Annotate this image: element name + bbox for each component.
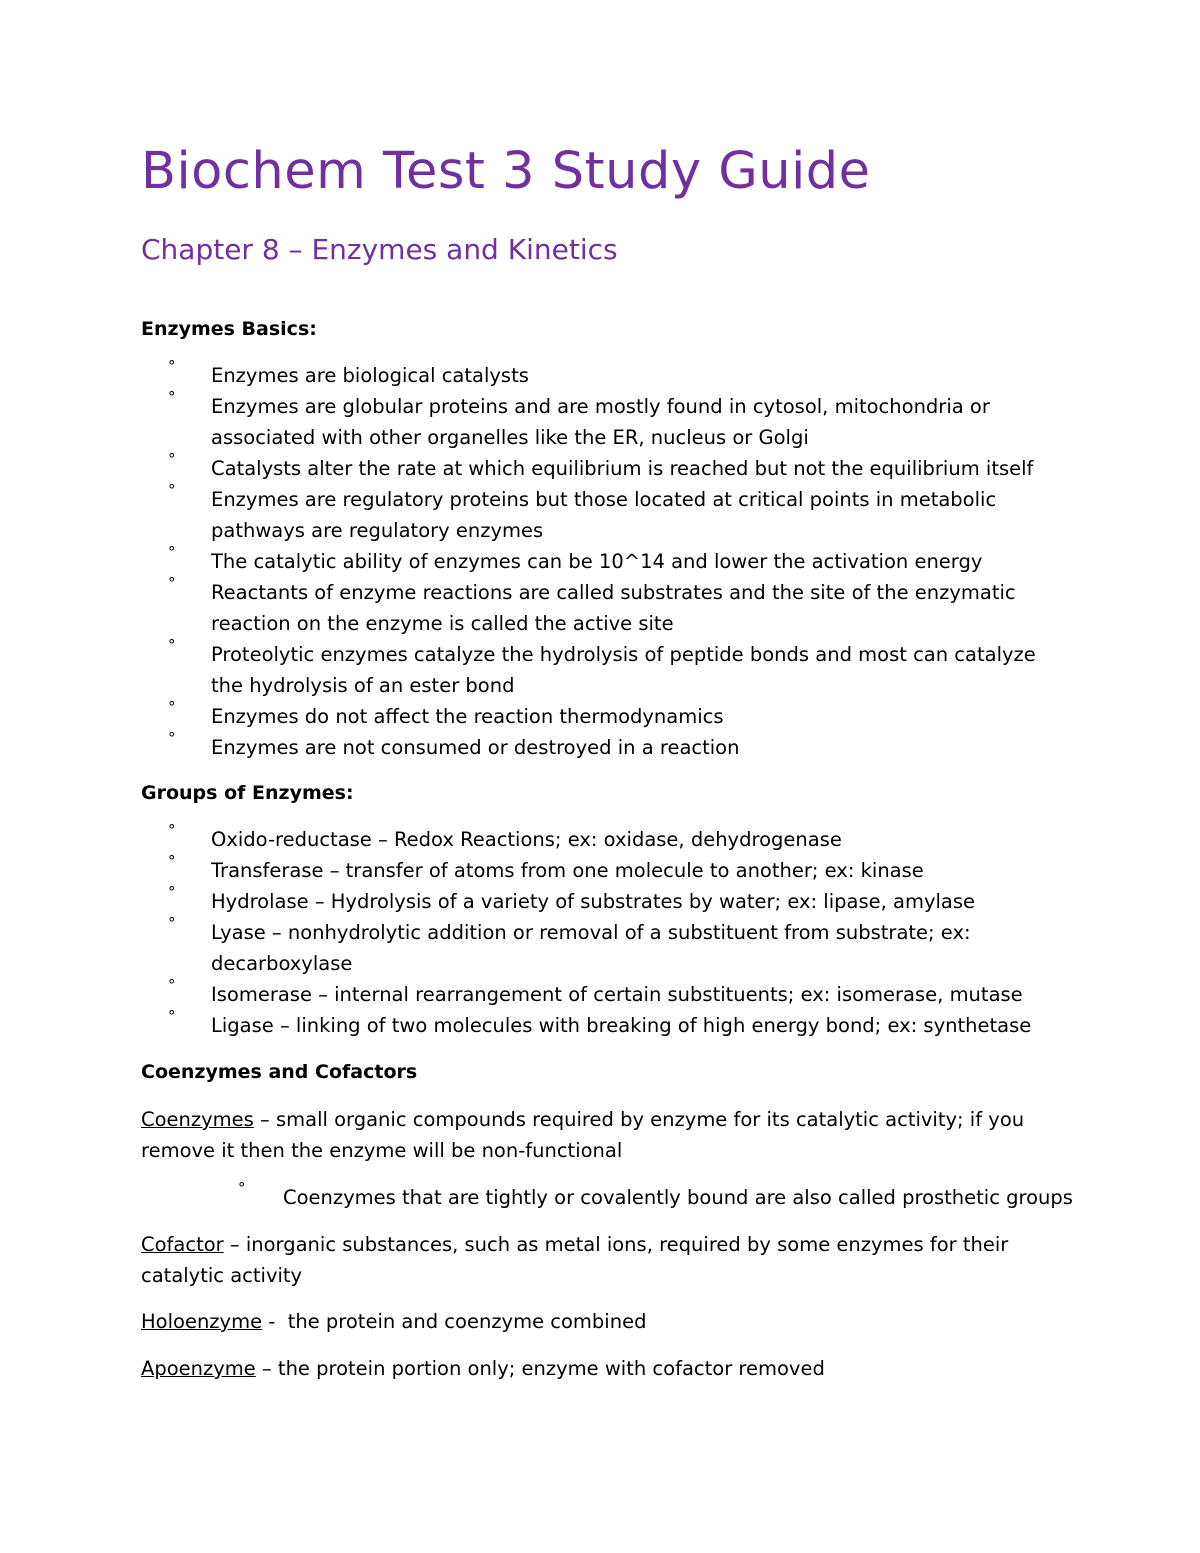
list-item: ° Reactants of enzyme reactions are called substrates and the site of the enzymatic reaction on the enzyme is called the active site <box>141 577 1061 639</box>
holoenzyme-definition: Holoenzyme - the protein and coenzyme combined <box>141 1310 647 1333</box>
bullet-icon: ° <box>238 1179 246 1197</box>
list-item: ° Hydrolase – Hydrolysis of a variety of substrates by water; ex: lipase, amylase <box>141 886 1061 917</box>
bullet-icon: ° <box>168 976 176 994</box>
bullet-icon: ° <box>168 852 176 870</box>
list-item: ° Isomerase – internal rearrangement of certain substituents; ex: isomerase, mutase <box>141 979 1061 1010</box>
list-item: ° Catalysts alter the rate at which equilibrium is reached but not the equilibrium itself <box>141 453 1061 484</box>
coenzymes-definition: Coenzymes – small organic compounds required by enzyme for its catalytic activity; if you remove it then the enzyme will be non-functional <box>141 1108 1025 1162</box>
bullet-icon: ° <box>168 729 176 747</box>
list-item: ° Enzymes do not affect the reaction thermodynamics <box>141 701 1061 732</box>
bullet-icon: ° <box>168 357 176 375</box>
apoenzyme-definition: Apoenzyme – the protein portion only; enzyme with cofactor removed <box>141 1357 825 1380</box>
list-item: ° The catalytic ability of enzymes can be 10^14 and lower the activation energy <box>141 546 1061 577</box>
bullet-icon: ° <box>168 883 176 901</box>
bullet-icon: ° <box>168 1007 176 1025</box>
term-holoenzyme: Holoenzyme <box>141 1310 263 1333</box>
list-item: ° Enzymes are biological catalysts <box>141 360 1061 391</box>
list-item: ° Enzymes are regulatory proteins but those located at critical points in metabolic pathways are regulatory enzymes <box>141 484 1061 546</box>
list-item: ° Lyase – nonhydrolytic addition or removal of a substituent from substrate; ex: decarboxylase <box>141 917 1061 979</box>
section-heading-groups: Groups of Enzymes: <box>141 782 354 804</box>
basics-list <box>141 357 1061 763</box>
term-coenzymes: Coenzymes <box>141 1108 254 1131</box>
cofactor-definition: Cofactor – inorganic substances, such as metal ions, required by some enzymes for their catalytic activity <box>141 1233 1009 1287</box>
term-apoenzyme: Apoenzyme <box>141 1357 256 1380</box>
bullet-icon: ° <box>168 481 176 499</box>
bullet-icon: ° <box>168 450 176 468</box>
bullet-icon: ° <box>168 543 176 561</box>
bullet-icon: ° <box>168 914 176 932</box>
list-item: ° Enzymes are globular proteins and are mostly found in cytosol, mitochondria or associated with other organelles like the ER, nucleus or Golgi <box>141 391 1061 453</box>
term-cofactor: Cofactor <box>141 1233 224 1256</box>
groups-list <box>141 821 1061 1041</box>
section-heading-basics: Enzymes Basics: <box>141 318 317 340</box>
bullet-icon: ° <box>168 636 176 654</box>
bullet-icon: ° <box>168 388 176 406</box>
bullet-icon: ° <box>168 698 176 716</box>
list-item: ° Oxido-reductase – Redox Reactions; ex: oxidase, dehydrogenase <box>141 824 1061 855</box>
bullet-icon: ° <box>168 574 176 592</box>
bullet-icon: ° <box>168 821 176 839</box>
coenzymes-sub-item: ° Coenzymes that are tightly or covalently bound are also called prosthetic groups <box>141 1182 1111 1213</box>
list-item: ° Proteolytic enzymes catalyze the hydrolysis of peptide bonds and most can catalyze the hydrolysis of an ester bond <box>141 639 1061 701</box>
list-item: ° Ligase – linking of two molecules with breaking of high energy bond; ex: synthetase <box>141 1010 1061 1041</box>
list-item: ° Enzymes are not consumed or destroyed in a reaction <box>141 732 1061 763</box>
document-title: Biochem Test 3 Study Guide <box>141 142 871 201</box>
list-item: ° Transferase – transfer of atoms from one molecule to another; ex: kinase <box>141 855 1061 886</box>
section-heading-cofactors: Coenzymes and Cofactors <box>141 1061 418 1083</box>
chapter-heading: Chapter 8 – Enzymes and Kinetics <box>141 233 618 266</box>
